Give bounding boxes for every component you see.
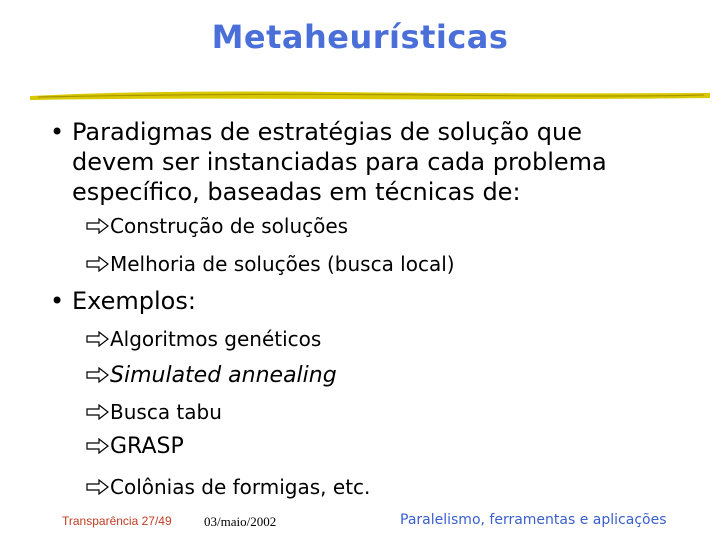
course-title: Paralelismo, ferramentas e aplicações: [400, 512, 667, 528]
slide-title: Metaheurísticas: [211, 18, 509, 56]
bullet-text: Exemplos:: [72, 287, 196, 315]
list-item: Algoritmos genéticos: [86, 326, 321, 352]
list-item: Construção de soluções: [86, 213, 348, 239]
hollow-arrow-icon: [86, 404, 110, 420]
hollow-arrow-icon: [86, 256, 110, 272]
bullet-dot-icon: •: [50, 118, 65, 146]
title-underline: [28, 84, 712, 106]
list-item: Simulated annealing: [86, 363, 337, 389]
bullet-dot-icon: •: [50, 287, 65, 315]
bullet-exemplos: [50, 286, 670, 316]
list-item: Busca tabu: [86, 399, 222, 425]
slide-date: 03/maio/2002: [204, 514, 277, 529]
list-item: Colônias de formigas, etc.: [86, 474, 370, 500]
bullet-text: Paradigmas de estratégias de solução que devem ser instanciadas para cada problema específico, baseadas em técnicas de:: [72, 118, 607, 206]
list-item: Melhoria de soluções (busca local): [86, 251, 455, 277]
hollow-arrow-icon: [86, 367, 110, 383]
hollow-arrow-icon: [86, 218, 110, 234]
slide-number: Transparência 27/49: [62, 514, 172, 528]
hollow-arrow-icon: [86, 331, 110, 347]
bullet-paradigmas: [50, 117, 670, 207]
list-item: GRASP: [86, 434, 184, 460]
hollow-arrow-icon: [86, 479, 110, 495]
hollow-arrow-icon: [86, 438, 110, 454]
